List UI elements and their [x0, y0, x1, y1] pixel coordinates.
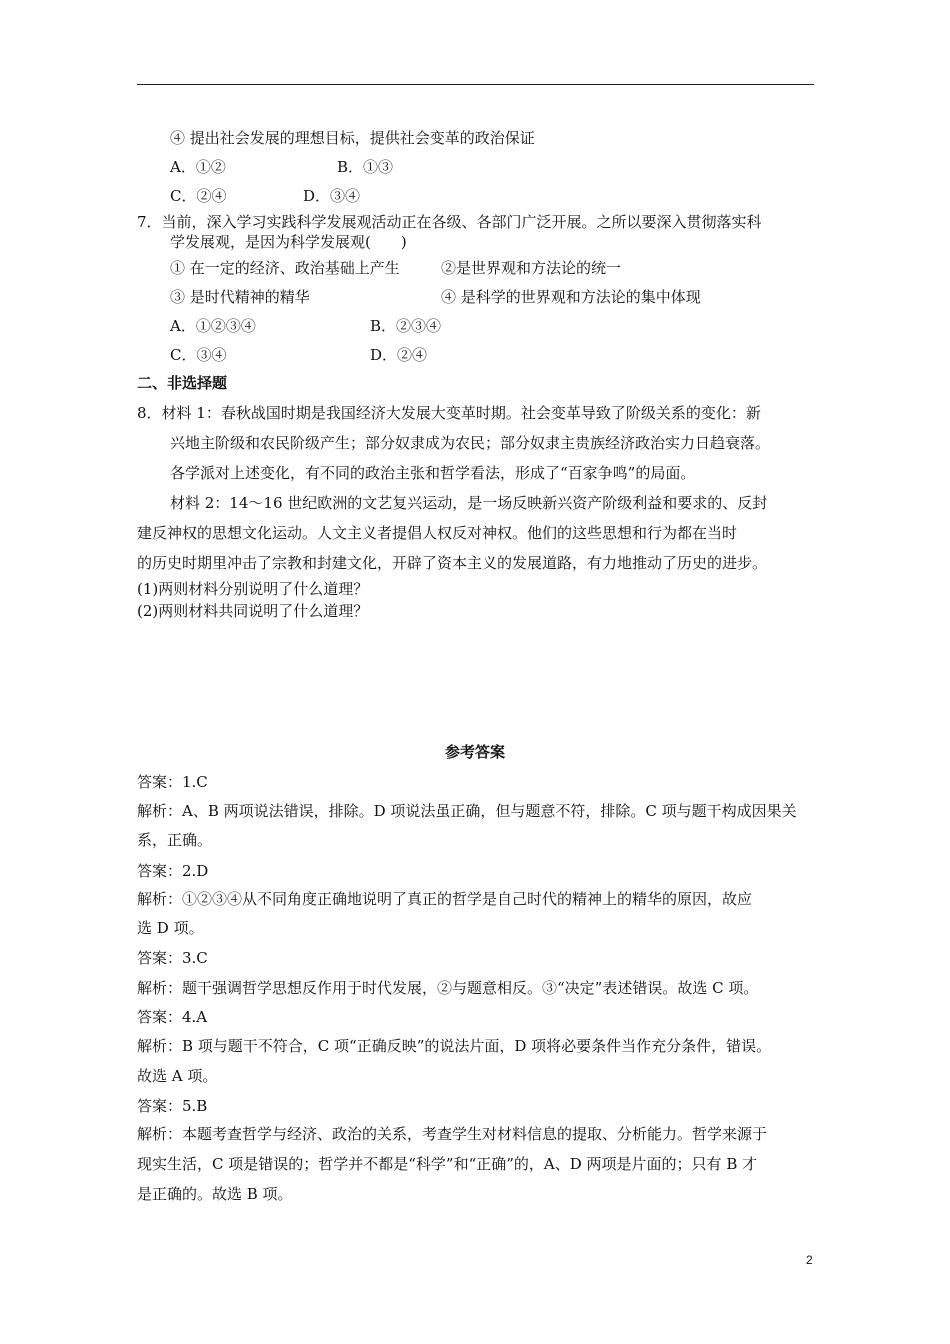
q8-material-2-line-2: 建反神权的思想文化运动。人文主义者提倡人权反对神权。他们的这些思想和行为都在当时: [137, 524, 738, 542]
q7-stem-line-1: 7．当前，深入学习实践科学发展观活动正在各级、各部门广泛开展。之所以要深入贯彻落实科: [137, 213, 762, 231]
explanation-1-line-2: 系，正确。: [137, 831, 213, 849]
q8-material-2-line-3: 的历史时期里冲击了宗教和封建文化，开辟了资本主义的发展道路，有力地推动了历史的进步。: [137, 554, 768, 572]
q8-material-1-line-3: 各学派对上述变化，有不同的政治主张和哲学看法，形成了“百家争鸣”的局面。: [170, 464, 696, 482]
explanation-4-line-2: 故选 A 项。: [137, 1067, 218, 1085]
q8-material-1-line-2: 兴地主阶级和农民阶级产生；部分奴隶成为农民；部分奴隶主贵族经济政治实力日趋衰落。: [170, 434, 771, 452]
explanation-5-line-1: 解析：本题考查哲学与经济、政治的关系，考查学生对材料信息的提取、分析能力。哲学来源于: [137, 1125, 768, 1143]
answer-4: 答案：4.A: [137, 1008, 208, 1026]
explanation-3-line-1: 解析：题干强调哲学思想反作用于时代发展，②与题意相反。③“决定”表述错误。故选 C 项。: [137, 979, 759, 997]
explanation-4-line-1: 解析：B 项与题干不符合，C 项“正确反映”的说法片面，D 项将必要条件当作充分条件，错误。: [137, 1037, 772, 1055]
q7-option-d: D．②④: [370, 346, 428, 364]
q8-material-1-line-1: 8．材料 1：春秋战国时期是我国经济大发展大变革时期。社会变革导致了阶级关系的变化：新: [137, 404, 761, 422]
explanation-5-line-2: 现实生活，C 项是错误的；哲学并不都是“科学”和“正确”的，A、D 两项是片面的；只有 B 才: [137, 1155, 758, 1173]
q6-item-4: ④ 提出社会发展的理想目标，提供社会变革的政治保证: [170, 129, 535, 147]
q8-sub-question-1: (1)两则材料分别说明了什么道理？: [137, 580, 369, 598]
q7-stem-line-2: 学发展观，是因为科学发展观( ): [170, 233, 407, 251]
header-rule: [137, 84, 814, 85]
answers-title: 参考答案: [444, 743, 505, 761]
answer-1: 答案：1.C: [137, 773, 208, 791]
q6-option-b: B．①③: [337, 158, 394, 176]
q7-option-b: B．②③④: [370, 317, 442, 335]
q6-option-d: D．③④: [303, 187, 361, 205]
explanation-5-line-3: 是正确的。故选 B 项。: [137, 1185, 293, 1203]
q6-option-c: C．②④: [170, 187, 227, 205]
explanation-2-line-2: 选 D 项。: [137, 919, 204, 937]
explanation-2-line-1: 解析：①②③④从不同角度正确地说明了真正的哲学是自己时代的精神上的精华的原因，故应: [137, 890, 753, 908]
q6-option-a: A．①②: [170, 158, 226, 176]
q7-option-a: A．①②③④: [170, 317, 256, 335]
q7-item-3: ③ 是时代精神的精华: [170, 288, 310, 306]
q7-item-4: ④ 是科学的世界观和方法论的集中体现: [441, 288, 701, 306]
explanation-1-line-1: 解析：A、B 两项说法错误，排除。D 项说法虽正确，但与题意不符，排除。C 项与题干构成因果关: [137, 802, 797, 820]
q7-option-c: C．③④: [170, 346, 227, 364]
answer-5: 答案：5.B: [137, 1097, 208, 1115]
section-2-title: 二、非选择题: [137, 374, 228, 392]
q8-sub-question-2: (2)两则材料共同说明了什么道理？: [137, 602, 369, 620]
answer-2: 答案：2.D: [137, 862, 209, 880]
answer-3: 答案：3.C: [137, 949, 208, 967]
page-number: 2: [806, 1253, 813, 1267]
q7-item-1: ① 在一定的经济、政治基础上产生: [170, 259, 400, 277]
q8-material-2-line-1: 材料 2：14～16 世纪欧洲的文艺复兴运动，是一场反映新兴资产阶级利益和要求的、反封: [170, 494, 768, 512]
q7-item-2: ②是世界观和方法论的统一: [441, 259, 622, 277]
